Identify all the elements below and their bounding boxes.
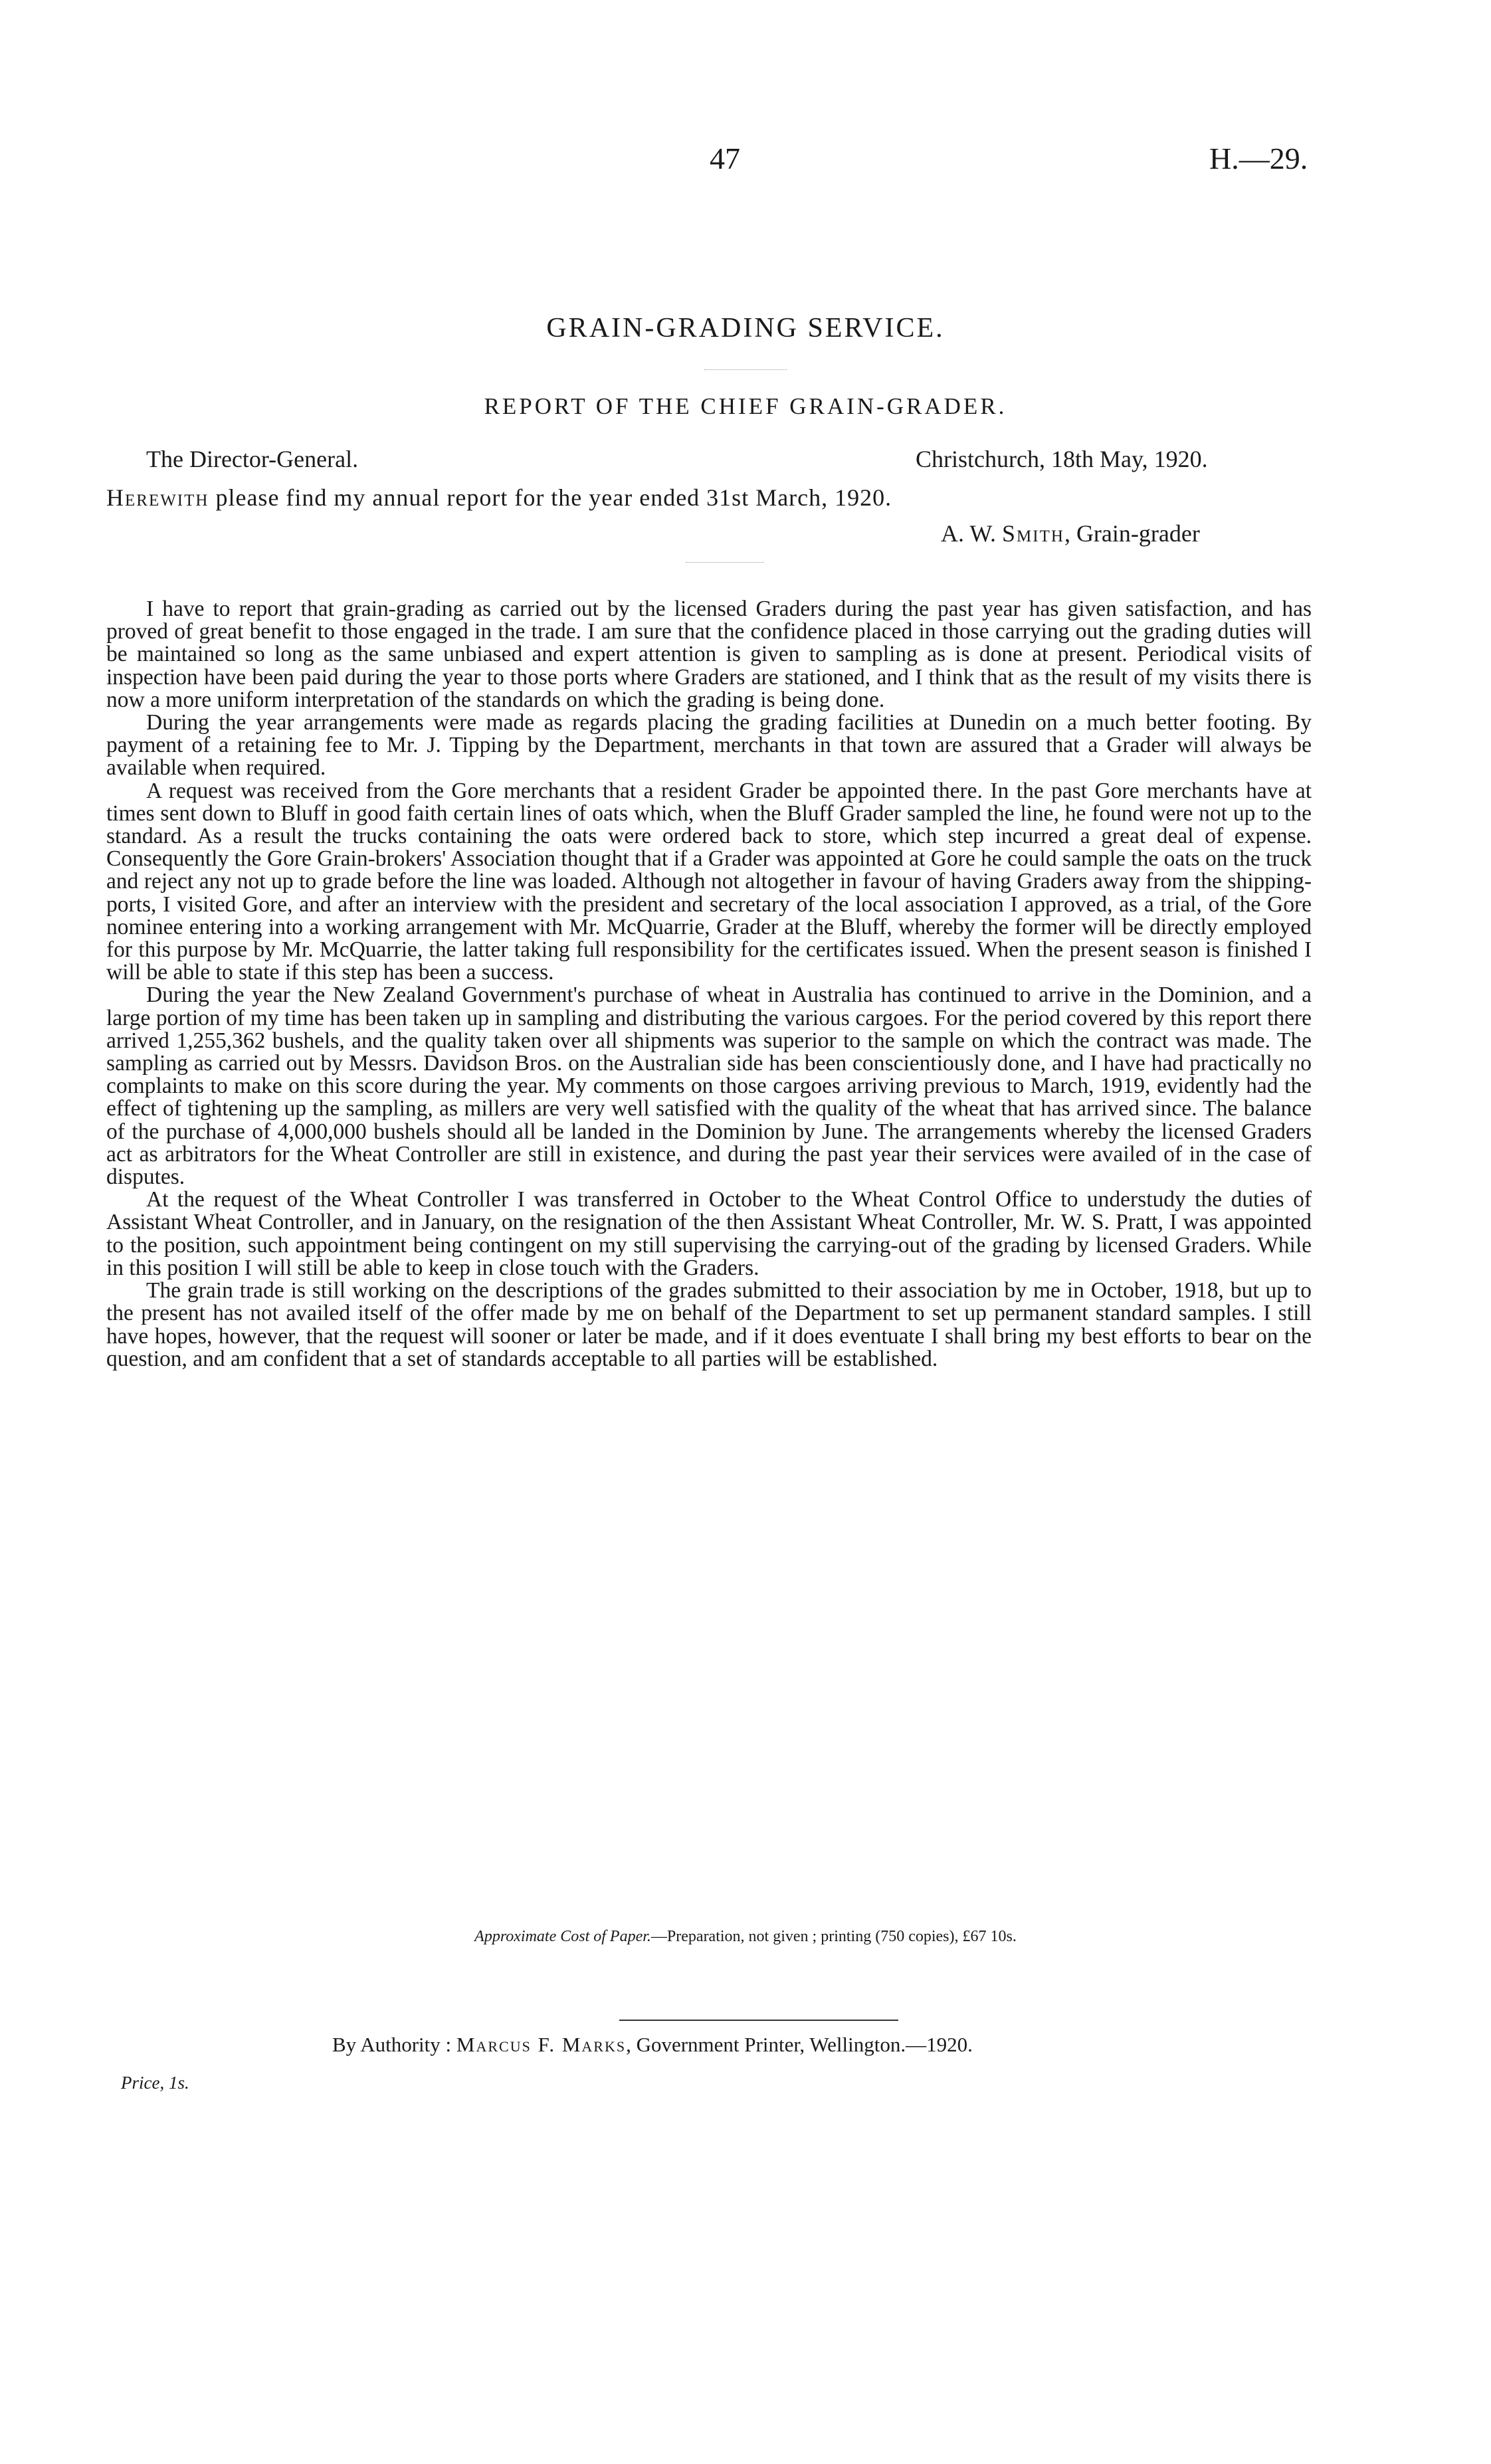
report-body bbox=[106, 598, 1312, 1371]
imprint-prefix: By Authority : bbox=[332, 2033, 456, 2056]
opening-sentence bbox=[106, 484, 892, 512]
signatory-title: , Grain-grader bbox=[1064, 520, 1200, 547]
paragraph: The grain trade is still working on the descriptions of the grades submitted to their association by me in October, 1918, but up to the present has not availed itself of the offer made by me on behalf of the Department to set up permanent standard samples. I still have hopes, however, that the request will sooner or later be made, and if it does eventuate I shall bring my best efforts to bear on the question, and am confident that a set of standards acceptable to all parties will be established. bbox=[106, 1278, 1312, 1371]
paragraph: At the request of the Wheat Controller I was transferred in October to the Wheat Control Office to understudy the duties of Assistant Wheat Controller, and in January, on the resignation of the then Assistant Wheat Controller, Mr. W. S. Pratt, I was appointed to the position, such appointment being contingent on my still supervising the carrying-out of the grading by licensed Graders. While in this position I will still be able to keep in close touch with the Graders. bbox=[106, 1187, 1312, 1280]
signatory-initials: A. W. bbox=[941, 520, 1003, 547]
title-divider bbox=[704, 369, 787, 370]
imprint-divider bbox=[619, 2020, 898, 2021]
imprint-printer: Marcus F. Marks bbox=[456, 2033, 627, 2056]
price: Price, 1s. bbox=[121, 2073, 189, 2093]
addressee: The Director-General. bbox=[146, 446, 359, 472]
cost-note-text: —Preparation, not given ; printing (750 copies), £67 10s. bbox=[650, 1928, 1017, 1945]
cost-note bbox=[0, 1928, 1491, 1946]
cost-note-label: Approximate Cost of Paper. bbox=[474, 1928, 651, 1945]
opening-word: Herewith bbox=[106, 484, 209, 511]
opening-rest: please find my annual report for the year ended 31st March, 1920. bbox=[209, 484, 892, 511]
place-date: Christchurch, 18th May, 1920. bbox=[916, 446, 1208, 472]
imprint bbox=[332, 2033, 973, 2057]
signatory-name: Smith bbox=[1002, 520, 1064, 547]
paragraph: A request was received from the Gore merchants that a resident Grader be appointed there. In the past Gore merchants have at times sent down to Bluff in good faith certain lines of oats which, when the Bluff Grader sampled the line, he found were not up to the standard. As a result the trucks containing the oats were ordered back to store, which step incurred a great deal of expense. Consequently the Gore Grain-brokers' Association thought that if a Grader was appointed at Gore he could sample the oats on the truck and reject any not up to grade before the line was loaded. Although not altogether in favour of having Graders away from the shipping-ports, I visited Gore, and after an interview with the president and secretary of the local association I approved, as a trial, of the Gore nominee entering into a working arrangement with Mr. McQuarrie, Grader at the Bluff, whereby the former will be directly employed for this purpose by Mr. McQuarrie, the latter taking full responsibility for the certificates issued. When the present season is finished I will be able to state if this step has been a success. bbox=[106, 778, 1312, 985]
document-code: H.—29. bbox=[1209, 142, 1308, 175]
imprint-suffix: , Government Printer, Wellington.—1920. bbox=[626, 2033, 973, 2056]
signature-divider bbox=[686, 562, 764, 563]
page-number: 47 bbox=[710, 142, 740, 175]
report-title: GRAIN-GRADING SERVICE. bbox=[546, 313, 945, 343]
paragraph: During the year arrangements were made as regards placing the grading facilities at Dunedin on a much better footing. By payment of a retaining fee to Mr. J. Tipping by the Department, merchants in that town are assured that a Grader will always be available when required. bbox=[106, 710, 1312, 781]
paragraph: During the year the New Zealand Government's purchase of wheat in Australia has continued to arrive in the Dominion, and a large portion of my time has been taken up in sampling and distributing the various cargoes. For the period covered by this report there arrived 1,255,362 bushels, and the quality taken over all shipments was superior to the sample on which the contract was made. The sampling as carried out by Messrs. Davidson Bros. on the Australian side has been conscientiously done, and I have had practically no complaints to make on this score during the year. My comments on those cargoes arriving previous to March, 1919, evidently had the effect of tightening up the sampling, as millers are very well satisfied with the quality of the wheat that has arrived since. The balance of the purchase of 4,000,000 bushels should all be landed in the Dominion by June. The arrangements whereby the licensed Graders act as arbitrators for the Wheat Controller are still in existence, and during the past year their services were availed of in the case of disputes. bbox=[106, 983, 1312, 1190]
signature bbox=[941, 520, 1200, 547]
report-subtitle: REPORT OF THE CHIEF GRAIN-GRADER. bbox=[484, 393, 1007, 419]
paragraph: I have to report that grain-grading as carried out by the licensed Graders during the past year has given satisfaction, and has proved of great benefit to those engaged in the trade. I am sure that the confidence placed in those carrying out the grading duties will be maintained so long as the same unbiased and expert attention is given to sampling as is done at present. Periodical visits of inspection have been paid during the year to those ports where Graders are stationed, and I think that as the result of my visits there is now a more uniform interpretation of the standards on which the grading is being done. bbox=[106, 597, 1312, 712]
